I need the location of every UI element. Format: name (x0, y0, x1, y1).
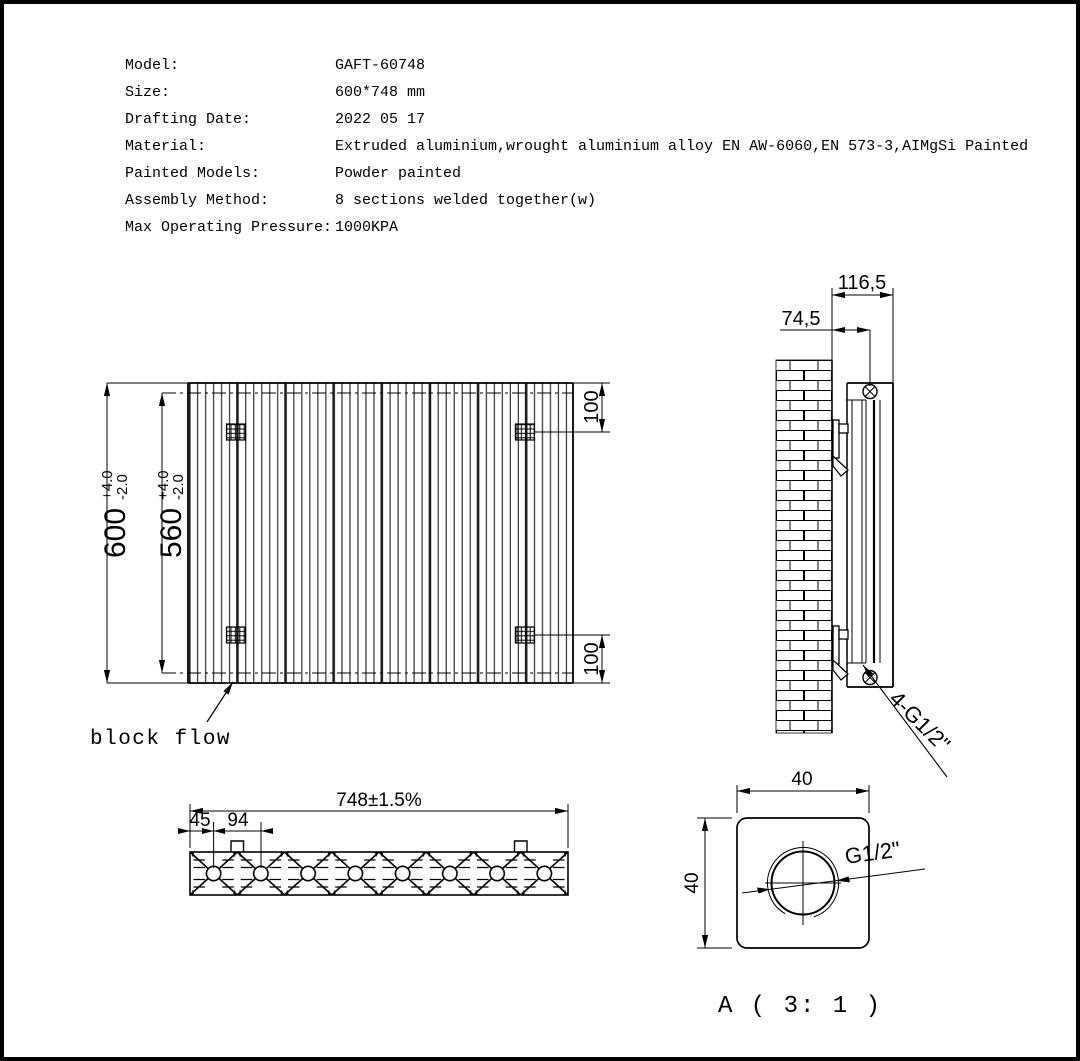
spec-value: 2022 05 17 (335, 111, 426, 128)
front-view (90, 383, 610, 751)
svg-text:100: 100 (581, 390, 603, 424)
spec-label: Max Operating Pressure: (125, 219, 333, 236)
spec-row-pressure (125, 214, 1028, 241)
spec-row-assembly (125, 187, 1028, 214)
spec-label: Painted Models: (125, 165, 261, 182)
section-body (190, 852, 568, 895)
connections-label (884, 686, 955, 757)
detail-caption: A ( 3: 1 ) (717, 993, 883, 1020)
spec-value: GAFT-60748 (335, 57, 426, 74)
spec-row-material (125, 133, 1028, 160)
thread-label (843, 836, 901, 868)
total-width-label: 748±1.5% (336, 790, 422, 811)
edge-hole-label: 45 (189, 810, 211, 831)
hole-pitch-label: 94 (227, 810, 249, 831)
height-dim-label (99, 470, 132, 558)
svg-text:G1/2": G1/2" (843, 836, 902, 869)
wall-to-pipe-label: 74,5 (781, 308, 821, 330)
block-flow-label: block flow (90, 728, 232, 751)
spec-table (125, 52, 1028, 241)
spec-label: Material: (125, 138, 207, 155)
wall-bricks (776, 360, 832, 733)
radiator-profile (847, 383, 893, 687)
bracket-offset-bottom-label (581, 642, 603, 675)
spec-row-model (125, 52, 1028, 79)
svg-text:560: 560 (155, 507, 188, 559)
svg-text:600: 600 (99, 507, 132, 559)
spec-row-painted (125, 160, 1028, 187)
spec-value: 1000KPA (335, 219, 399, 236)
detail-width-label: 40 (791, 769, 813, 790)
spec-row-date (125, 106, 1028, 133)
spec-value: Powder painted (335, 165, 462, 182)
total-depth-label: 116,5 (837, 272, 887, 294)
spec-value: Extruded aluminium,wrought aluminium alloy EN AW-6060,EN 573-3,AIMgSi Painted (335, 138, 1029, 155)
side-view (776, 272, 955, 777)
section-tabs (231, 841, 527, 852)
detail-a-view (682, 769, 925, 1020)
radiator-fins (189, 383, 572, 683)
spec-label: Drafting Date: (125, 111, 252, 128)
inner-height-dim-label (155, 470, 188, 558)
cross-section-view (178, 790, 568, 895)
svg-text:4-G1/2": 4-G1/2" (884, 685, 956, 757)
svg-text:100: 100 (581, 642, 603, 676)
svg-text:-2.0: -2.0 (170, 474, 187, 500)
block-flow-leader (207, 682, 233, 722)
svg-text:+4.0: +4.0 (99, 470, 116, 500)
bracket-offset-top-label (581, 390, 603, 423)
spec-label: Size: (125, 84, 171, 101)
detail-height-label (682, 872, 703, 893)
spec-row-size (125, 79, 1028, 106)
svg-text:+4.0: +4.0 (155, 470, 172, 500)
spec-label: Model: (125, 57, 180, 74)
mounting-brackets-side (833, 420, 848, 680)
spec-value: 600*748 mm (335, 84, 426, 101)
spec-label: Assembly Method: (125, 192, 270, 209)
svg-text:40: 40 (682, 872, 703, 894)
svg-text:-2.0: -2.0 (114, 474, 131, 500)
spec-value: 8 sections welded together(w) (335, 192, 597, 209)
